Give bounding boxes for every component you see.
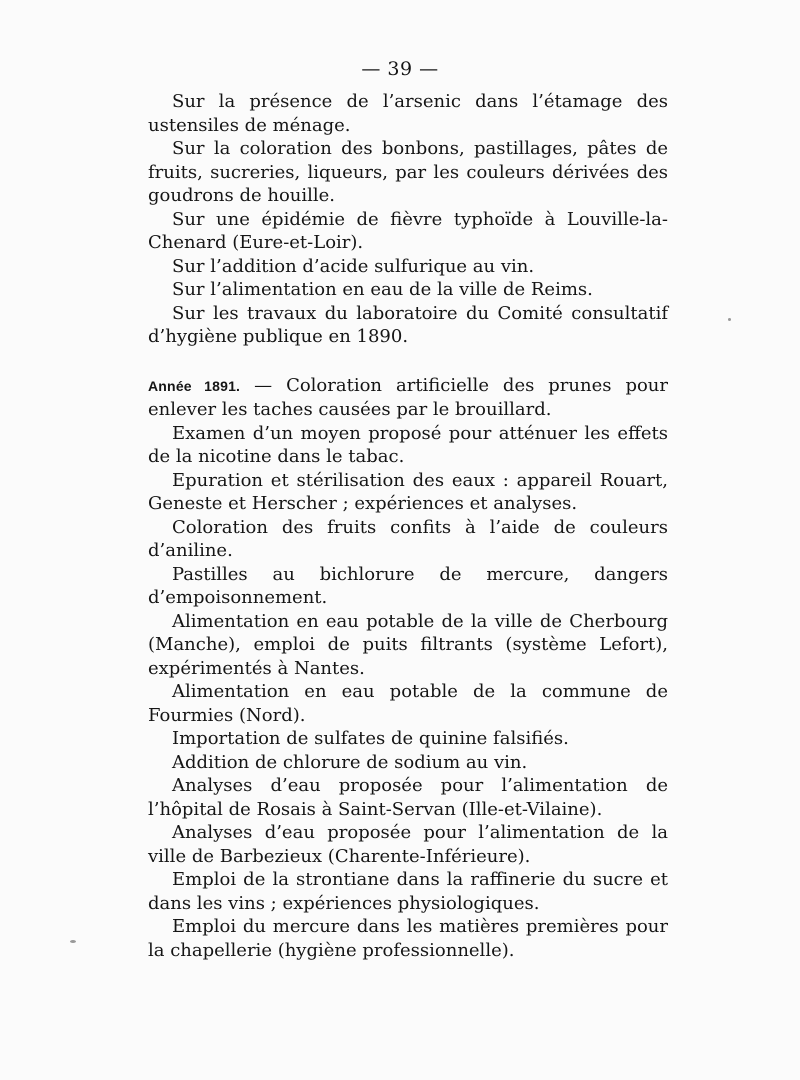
list-item: Addition de chlorure de sodium au vin. [172,751,528,773]
list-item: Sur l’addition d’acide sulfurique au vin. [172,255,535,277]
list-item: Sur une épidémie de fièvre typhoïde à Louville-la-Chenard (Eure-et-Loir). [148,208,668,253]
year-entry-text: — Coloration artificielle des prunes pour enlever les taches causées par le brouillard. [148,374,668,420]
list-item: Analyses d’eau proposée pour l’alimentation de la ville de Barbezieux (Charente-Inférieure). [148,822,668,867]
list-section-1890 [148,90,668,349]
list-item: Alimentation en eau potable de la ville de Cherbourg (Manche), emploi de puits filtrants (système Lefort), expérimentés à Nantes. [148,610,668,679]
list-item: Epuration et stérilisation des eaux : appareil Rouart, Geneste et Herscher ; expériences et analyses. [148,469,668,514]
page-body [148,90,668,962]
scan-speck [70,940,76,943]
list-item: Coloration des fruits confits à l’aide de couleurs d’aniline. [148,516,668,561]
year-heading: Année 1891. [148,377,241,394]
list-item: Pastilles au bichlorure de mercure, dangers d’empoisonnement. [148,563,668,608]
list-item: Examen d’un moyen proposé pour atténuer les effets de la nicotine dans le tabac. [148,422,668,467]
page-number: — 39 — [361,58,439,80]
list-item: Importation de sulfates de quinine falsifiés. [172,728,569,749]
list-section-1891 [148,374,668,963]
list-item: Sur l’alimentation en eau de la ville de Reims. [172,279,593,300]
list-item: Sur les travaux du laboratoire du Comité consultatif d’hygiène publique en 1890. [148,302,668,347]
list-item: Emploi du mercure dans les matières premières pour la chapellerie (hygiène professionnelle). [148,916,668,961]
list-item: Alimentation en eau potable de la commune de Fourmies (Nord). [148,681,668,726]
list-item: Analyses d’eau proposée pour l’alimentation de l’hôpital de Rosais à Saint-Servan (Ille-et-Vilaine). [148,775,668,820]
list-item: Emploi de la strontiane dans la raffinerie du sucre et dans les vins ; expériences physiologiques. [148,869,668,914]
year-entry [148,374,668,422]
scan-speck [728,318,731,321]
list-item: Sur la coloration des bonbons, pastillages, pâtes de fruits, sucreries, liqueurs, par les couleurs dérivées des goudrons de houille. [148,138,668,206]
list-item: Sur la présence de l’arsenic dans l’étamage des ustensiles de ménage. [148,91,668,136]
